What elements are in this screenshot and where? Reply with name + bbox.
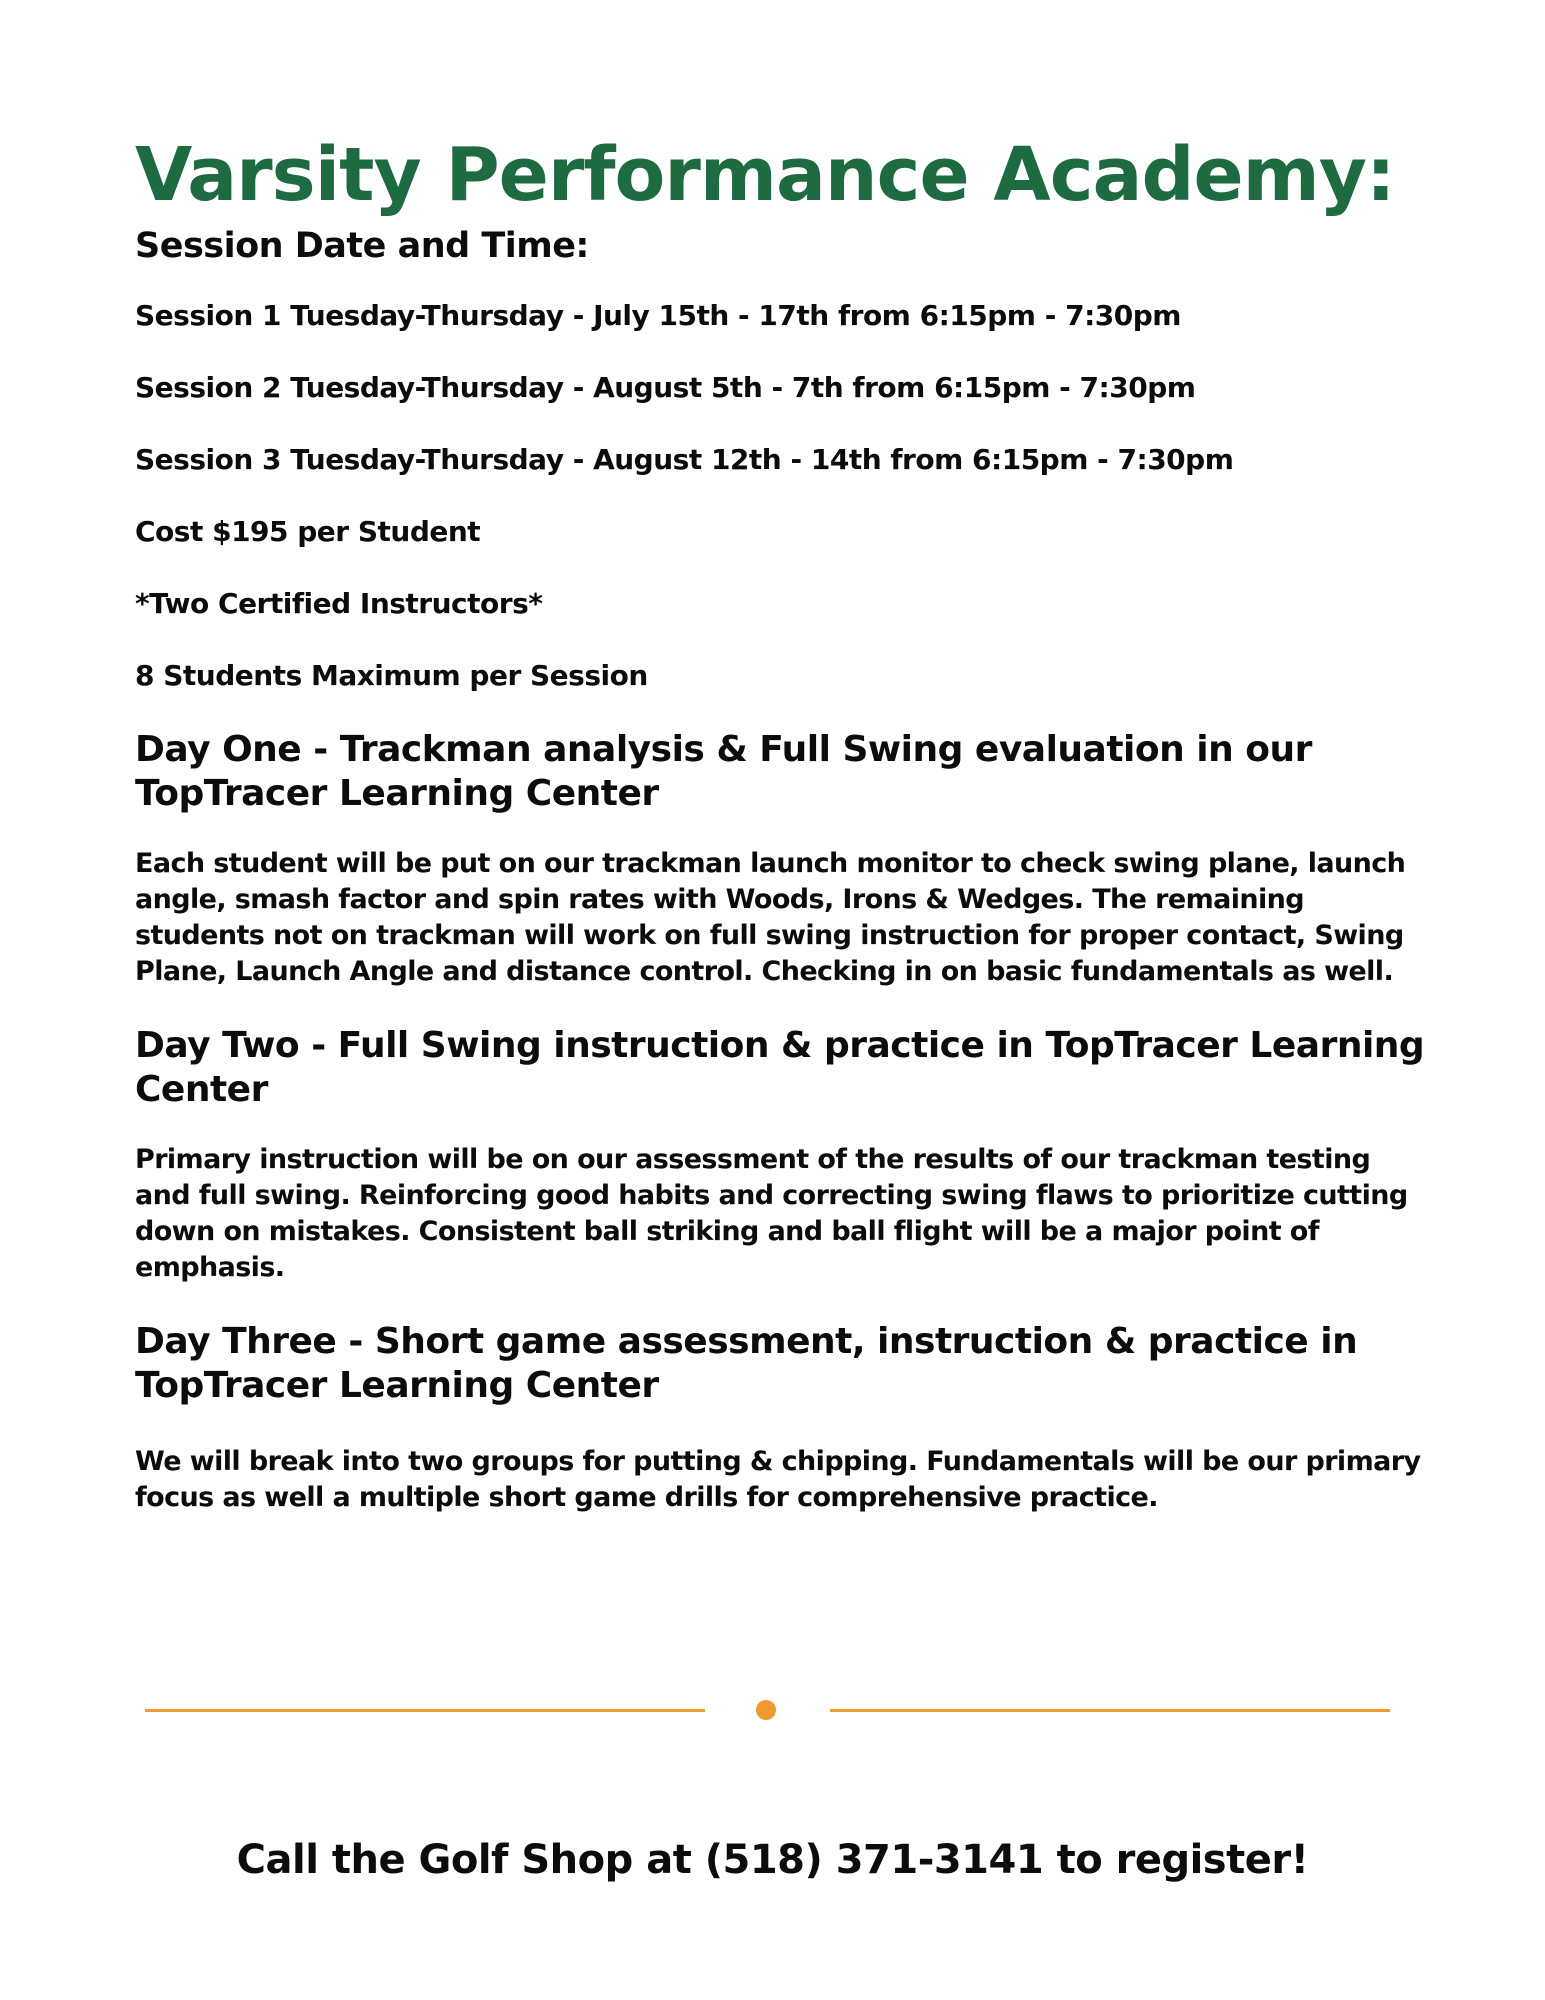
max-students-text: 8 Students Maximum per Session <box>135 659 648 692</box>
day-one-heading: Day One - Trackman analysis & Full Swing evaluation in our TopTracer Learning Center <box>135 729 1312 814</box>
day-one-body: Each student will be put on our trackman launch monitor to check swing plane, launch angle, smash factor and spin rates with Woods, Irons & Wedges. The remaining students not on trackman will work on full swing instruction for proper contact, Swing Plane, Launch Angle and distance control. Checking in on basic fundamentals as well. <box>135 848 1406 987</box>
day-two-heading: Day Two - Full Swing instruction & practice in TopTracer Learning Center <box>135 1025 1425 1110</box>
cost-text: Cost $195 per Student <box>135 515 481 548</box>
day-two-body: Primary instruction will be on our assessment of the results of our trackman testing and full swing. Reinforcing good habits and correcting swing flaws to prioritize cutting down on mistakes. Consistent ball striking and ball flight will be a major point of emphasis. <box>135 1144 1408 1283</box>
divider-line-left <box>145 1709 705 1712</box>
session-2: Session 2 Tuesday-Thursday - August 5th - 7th from 6:15pm - 7:30pm <box>135 371 1196 404</box>
section-divider <box>145 1700 1400 1720</box>
divider-line-right <box>830 1709 1390 1712</box>
session-1: Session 1 Tuesday-Thursday - July 15th - 17th from 6:15pm - 7:30pm <box>135 299 1181 332</box>
day-three-heading: Day Three - Short game assessment, instruction & practice in TopTracer Learning Center <box>135 1321 1358 1406</box>
call-to-action: Call the Golf Shop at (518) 371-3141 to register! <box>236 1837 1309 1883</box>
divider-dot <box>756 1700 776 1720</box>
session-3: Session 3 Tuesday-Thursday - August 12th - 14th from 6:15pm - 7:30pm <box>135 443 1234 476</box>
flyer-content <box>135 130 1425 1516</box>
session-heading: Session Date and Time: <box>135 226 589 266</box>
instructors-text: *Two Certified Instructors* <box>135 587 543 620</box>
page-title: Varsity Performance Academy: <box>135 132 1395 218</box>
day-three-body: We will break into two groups for putting & chipping. Fundamentals will be our primary focus as well a multiple short game drills for comprehensive practice. <box>135 1446 1421 1513</box>
